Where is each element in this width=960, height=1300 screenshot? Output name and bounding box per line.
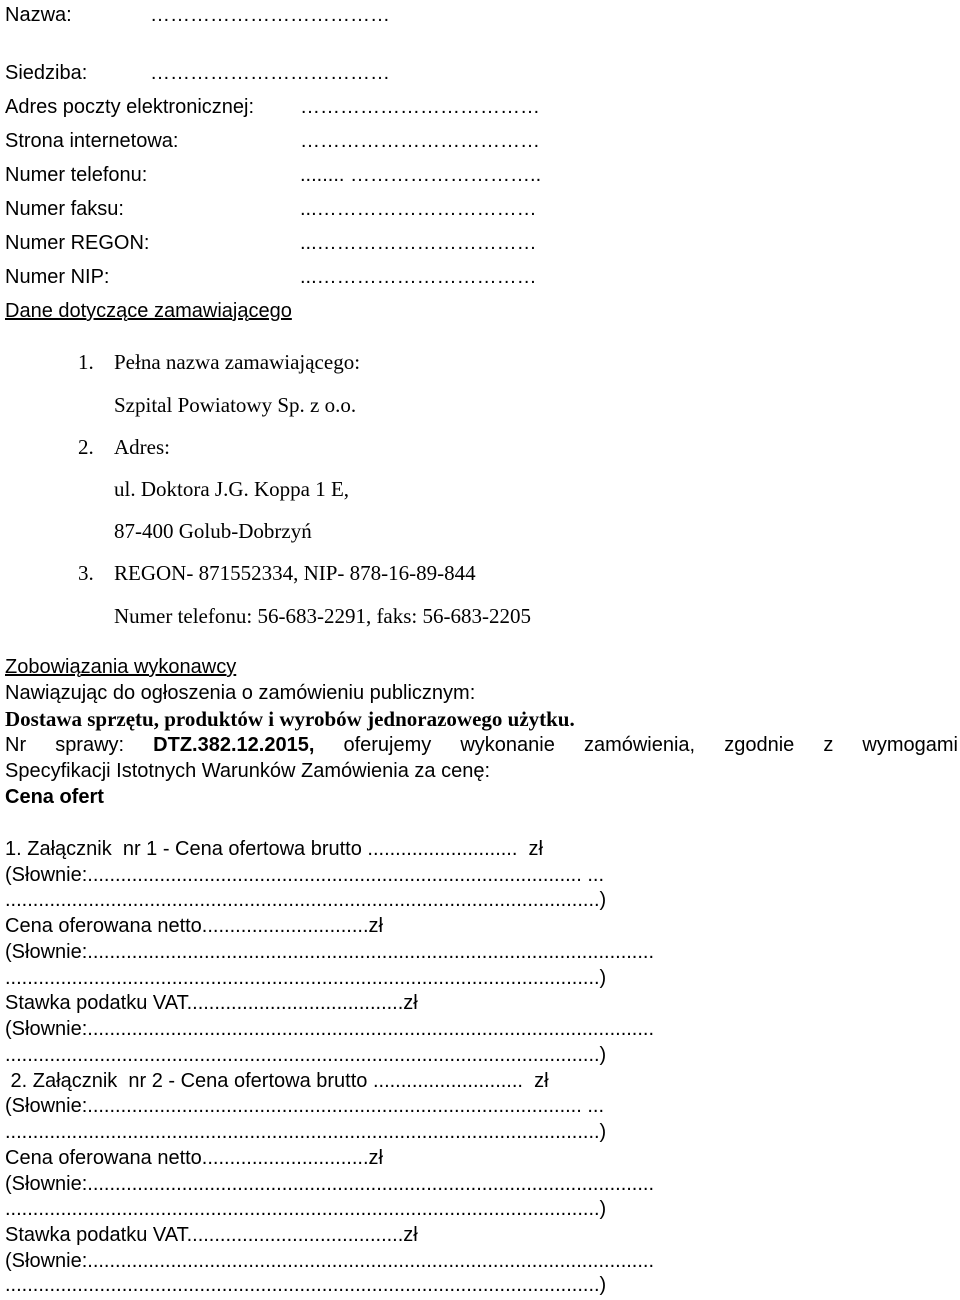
name-label: Nazwa: [5,4,72,26]
specification-line: Specyfikacji Istotnych Warunków Zamówienia za cenę: [5,760,491,782]
attachment1-gross-price: 1. Załącznik nr 1 - Cena ofertowa brutto ........................... zł [5,838,543,860]
attachment2-in-words-end: ...........................................................................................................) [5,1121,607,1143]
website-label: Strona internetowa: [5,130,179,152]
case-word: wykonanie [460,734,555,756]
attachment1-in-words-end: ...........................................................................................................) [5,889,607,911]
phone-dots: ........ ……………………….. [300,164,542,186]
attachment2-net-in-words: (Słownie:...................................................................................................... [5,1173,655,1195]
item3-line1: REGON- 871552334, NIP- 878-16-89-844 [114,561,476,585]
item1-number: 1. [78,350,94,374]
seat-dots: ……………………………… [150,62,390,84]
attachment1-net-price: Cena oferowana netto..............................zł [5,915,383,937]
order-subject: Dostawa sprzętu, produktów i wyrobów jednorazowego użytku. [5,707,575,731]
phone-label: Numer telefonu: [5,164,148,186]
website-dots: ……………………………… [300,130,540,152]
case-number-line [5,733,958,757]
announcement-intro: Nawiązując do ogłoszenia o zamówieniu publicznym: [5,682,476,704]
attachment1-vat-in-words: (Słownie:...................................................................................................... [5,1018,655,1040]
case-word: oferujemy [343,734,432,756]
nip-dots: ...…………………………… [300,266,537,288]
email-label: Adres poczty elektronicznej: [5,96,255,118]
address-line1: ul. Doktora J.G. Koppa 1 E, [114,477,350,501]
email-dots: ……………………………… [300,96,540,118]
attachment2-vat-in-words: (Słownie:...................................................................................................... [5,1250,655,1272]
attachment2-net-price: Cena oferowana netto..............................zł [5,1147,383,1169]
attachment1-vat-in-words-end: ...........................................................................................................) [5,1044,607,1066]
nip-label: Numer NIP: [5,266,110,288]
attachment2-vat-in-words-end: ...........................................................................................................) [5,1274,607,1296]
attachment2-gross-price: 2. Załącznik nr 2 - Cena ofertowa brutto ........................... zł [5,1070,549,1092]
obligations-heading: Zobowiązania wykonawcy [5,656,237,678]
case-word: wymogami [862,734,958,756]
name-dots: ……………………………… [150,4,390,26]
case-number: DTZ.382.12.2015, [153,734,315,756]
attachment2-net-in-words-end: ...........................................................................................................) [5,1198,607,1220]
attachment1-net-in-words-end: ...........................................................................................................) [5,967,607,989]
item2-number: 2. [78,435,94,459]
case-word: sprawy: [55,734,125,756]
item2-label: Adres: [114,435,170,459]
case-word: Nr [5,734,27,756]
regon-dots: ...…………………………… [300,232,537,254]
attachment1-net-in-words: (Słownie:...................................................................................................... [5,941,655,963]
item1-value: Szpital Powiatowy Sp. z o.o. [114,393,357,417]
item3-number: 3. [78,561,94,585]
fax-label: Numer faksu: [5,198,124,220]
case-word: zgodnie [724,734,795,756]
address-line2: 87-400 Golub-Dobrzyń [114,519,312,543]
attachment1-in-words: (Słownie:......................................................................................... ... [5,864,605,886]
item1-label: Pełna nazwa zamawiającego: [114,350,361,374]
attachment2-in-words: (Słownie:......................................................................................... ... [5,1095,605,1117]
fax-dots: ...…………………………… [300,198,537,220]
seat-label: Siedziba: [5,62,88,84]
attachment2-vat-rate: Stawka podatku VAT.......................................zł [5,1224,418,1246]
item3-line2: Numer telefonu: 56-683-2291, faks: 56-683-2205 [114,604,531,628]
case-word: zamówienia, [583,734,696,756]
ordering-party-heading: Dane dotyczące zamawiającego [5,300,292,322]
price-heading: Cena ofert [5,786,104,808]
case-word: z [823,734,834,756]
regon-label: Numer REGON: [5,232,150,254]
attachment1-vat-rate: Stawka podatku VAT.......................................zł [5,992,418,1014]
